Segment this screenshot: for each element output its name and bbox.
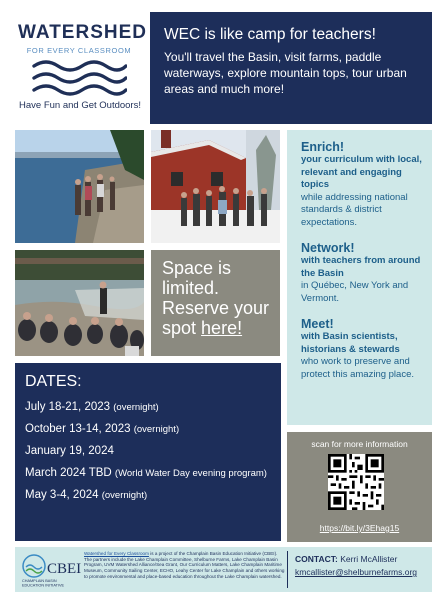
date-value: July 18-21, 2023	[25, 401, 111, 413]
logo-title: WATERSHED	[18, 22, 147, 43]
partners-description: is a project of the Champlain Basin Education Initiative (CBEI). The partners include the Lake Champlain Committee, Shelburne Farms, Lake Champlain Basin Program, UVM Watershed Alliance/Sea Grant, Our Curriculum Matters, Lake Champlain Maritime Museum, Community Sailing Center, ECHO, Leahy Center for Lake Champlain and others working to promote environmental and place-based education throughout the Lake Champlain watershed.	[84, 551, 285, 579]
meet-block	[301, 317, 424, 381]
cbei-letters: CBEI	[47, 561, 82, 577]
scan-label: scan for more information	[311, 439, 408, 449]
headline-body: You'll travel the Basin, visit farms, paddle waterways, explore mountain tops, tour urban areas and much more!	[164, 50, 407, 96]
contact-label: CONTACT:	[295, 554, 338, 564]
date-value: May 3-4, 2024	[25, 489, 99, 501]
contact-email-link[interactable]: kmcallister@shelburnefarms.org	[295, 567, 418, 577]
waves-icon	[32, 58, 127, 96]
contact-block	[295, 554, 430, 577]
reserve-text: Space is limited. Reserve your spot	[162, 258, 270, 338]
date-row	[25, 423, 281, 435]
qr-code-icon[interactable]	[328, 454, 384, 510]
cbei-line1: CHAMPLAIN BASIN	[22, 579, 57, 583]
red-house-photo	[151, 130, 280, 243]
program-link[interactable]: Watershed for Every Classroom	[84, 551, 149, 556]
date-value: October 13-14, 2023	[25, 423, 131, 435]
date-note: (World Water Day evening program)	[114, 468, 267, 479]
scan-url-link[interactable]: https://bit.ly/3Ehag15	[319, 523, 400, 533]
enrich-heading: Enrich!	[301, 140, 345, 154]
headline-title: WEC is like camp for teachers!	[164, 26, 376, 43]
cbei-logo-icon	[20, 552, 82, 588]
date-note: (overnight)	[113, 402, 159, 413]
logo-tagline: Have Fun and Get Outdoors!	[19, 100, 141, 111]
enrich-text: while addressing national standards & district expectations.	[301, 191, 408, 228]
dates-panel	[15, 363, 281, 541]
date-note: (overnight)	[133, 424, 180, 435]
logo-subtitle: FOR EVERY CLASSROOM	[26, 46, 132, 55]
partners-text	[84, 551, 285, 580]
date-value: January 19, 2024	[25, 445, 114, 457]
meet-bold: with Basin scientists, historians & stewards	[301, 331, 400, 355]
date-row	[25, 467, 281, 479]
reserve-spot-panel	[151, 250, 280, 356]
network-bold: with teachers from around the Basin	[301, 255, 421, 279]
footer-divider	[287, 551, 288, 588]
contact-name: Kerri McAllister	[340, 554, 398, 564]
date-note: (overnight)	[101, 490, 148, 501]
network-text: in Québec, New York and Vermont.	[301, 280, 409, 304]
date-value: March 2024 TBD	[25, 467, 112, 479]
footer	[15, 547, 432, 592]
network-heading: Network!	[301, 241, 355, 255]
date-row	[25, 489, 281, 501]
network-block	[301, 241, 424, 305]
scan-panel	[287, 432, 432, 542]
lake-shore-photo	[15, 130, 144, 243]
date-row	[25, 445, 281, 457]
dates-title: DATES:	[25, 373, 82, 390]
river-group-photo	[15, 250, 144, 356]
enrich-bold: your curriculum with local, relevant and engaging topics	[301, 154, 422, 190]
date-row	[25, 401, 281, 413]
enrich-block	[301, 140, 424, 229]
meet-heading: Meet!	[301, 317, 334, 331]
reserve-here-link[interactable]: here!	[201, 318, 243, 338]
cbei-line2: EDUCATION INITIATIVE	[22, 583, 65, 588]
meet-text: who work to preserve and protect this amazing place.	[301, 356, 415, 380]
benefits-panel	[287, 130, 432, 425]
headline-panel	[150, 12, 432, 124]
